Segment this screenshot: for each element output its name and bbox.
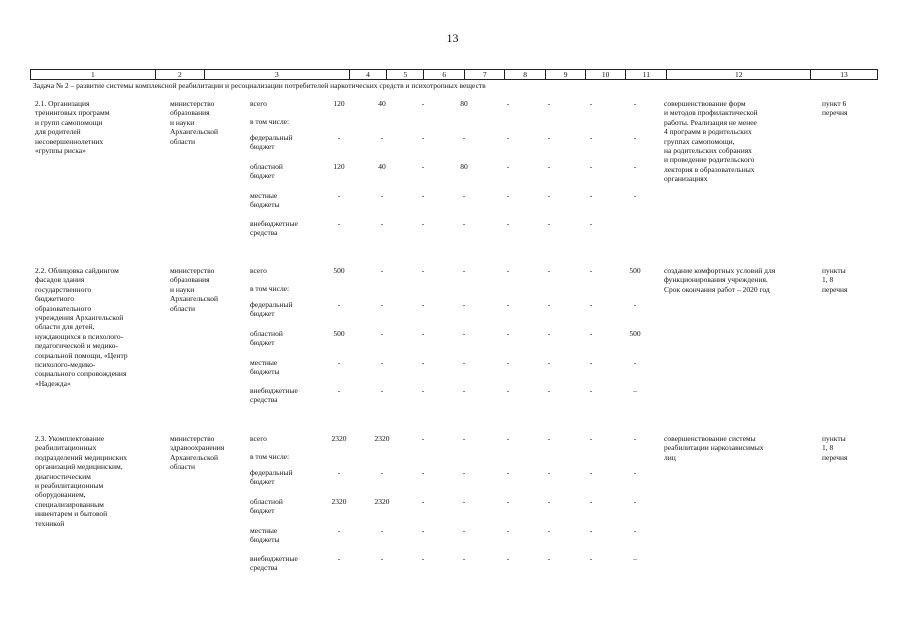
funding-value: - [380,300,384,309]
funding-value: - [462,554,466,563]
funding-value: - [589,468,593,477]
funding-value: - [547,434,551,443]
funding-value: - [337,191,341,200]
funding-row [0,191,905,215]
funding-row [0,497,905,521]
funding-value: - [337,300,341,309]
funding-value: - [506,191,510,200]
funding-value: - [547,300,551,309]
funding-value: - [380,219,384,228]
header-col-5: 5 [387,70,424,80]
funding-value: - [589,526,593,535]
funding-value: - [633,497,637,506]
funding-value: - [337,554,341,563]
funding-source: внебюджетные средства [250,219,298,238]
funding-value: - [633,358,637,367]
funding-row [0,554,905,578]
header-col-12: 12 [667,70,810,80]
measure-name: 2.2. Облицовка сайдингом фасадов здания государственного бюджетного образовательного учреждения Архангельской области для детей, нуждающихся в психолого- педагогической и медико- социальной помощи, «Центр психолого-медико- социального сопровождения «Надежда» [35,266,128,388]
funding-value: - [547,99,551,108]
funding-source: областной бюджет [250,162,283,181]
funding-value: - [589,219,593,228]
funding-value: - [506,219,510,228]
funding-value: - [506,386,510,395]
funding-value: - [547,554,551,563]
funding-source: в том числе: [250,117,290,126]
funding-source: местные бюджеты [250,526,280,545]
funding-value: - [547,386,551,395]
expected-result: совершенствование форм и методов профилактической работы. Реализация не менее 4 программ в родительских группах самопомощи, на родительских собраниях и проведение родительского лектория в образовательных организациях [664,99,758,184]
funding-value: - [462,329,466,338]
funding-source: всего [250,266,267,275]
funding-value: 120 [333,99,345,108]
funding-source: областной бюджет [250,497,283,516]
funding-source: внебюджетные средства [250,554,298,573]
funding-value: - [337,133,341,142]
funding-value: - [506,526,510,535]
funding-value: - [337,386,341,395]
page-number: 13 [446,31,459,45]
funding-value: - [380,266,384,275]
funding-value: - [547,497,551,506]
header-col-1: 1 [31,70,156,80]
funding-value: - [337,219,341,228]
funding-value: - [421,497,425,506]
funding-value: - [462,468,466,477]
funding-value: - [547,526,551,535]
funding-value: - [589,358,593,367]
funding-value: - [421,386,425,395]
funding-value: - [547,468,551,477]
funding-value: - [421,219,425,228]
funding-value: - [421,434,425,443]
funding-value: - [547,162,551,171]
funding-value: - [633,133,637,142]
funding-value: - [421,162,425,171]
funding-value: - [506,266,510,275]
funding-row [0,468,905,492]
funding-value: - [380,191,384,200]
funding-value: - [589,554,593,563]
funding-value: - [462,526,466,535]
funding-value: - [547,358,551,367]
list-reference: пункт 6 перечня [822,99,848,118]
funding-source: местные бюджеты [250,191,280,210]
funding-value: - [547,219,551,228]
funding-source: федеральный бюджет [250,133,293,152]
funding-value: 2320 [374,497,390,506]
measure-name: 2.3. Укомплектование реабилитационных подразделений медицинских организаций медицинским, диагностическим и реабилитационным оборудованием, специализированным инвентарем и бытовой техникой [35,434,127,528]
header-col-13: 13 [810,70,877,80]
funding-row [0,300,905,324]
funding-value: 120 [333,162,345,171]
header-col-2: 2 [155,70,204,80]
funding-value: - [337,526,341,535]
responsible-executor: министерство здравоохранения Архангельской области [170,434,225,472]
funding-value: - [506,497,510,506]
funding-value: - [633,99,637,108]
expected-result: совершенствование системы реабилитации наркозависимых лиц [664,434,764,462]
funding-row [0,219,905,243]
funding-value: - [462,300,466,309]
funding-value: – [633,554,637,563]
funding-value: - [589,434,593,443]
funding-value: - [337,358,341,367]
funding-source: внебюджетные средства [250,386,298,405]
funding-value: - [506,300,510,309]
header-col-3: 3 [204,70,349,80]
funding-source: в том числе: [250,284,290,293]
funding-source: федеральный бюджет [250,300,293,319]
funding-value: 40 [378,99,386,108]
header-row [31,70,878,80]
funding-value: - [589,497,593,506]
funding-value: - [462,434,466,443]
funding-value: - [380,554,384,563]
header-col-6: 6 [424,70,465,80]
funding-source: всего [250,434,267,443]
funding-source: местные бюджеты [250,358,280,377]
funding-value: - [462,358,466,367]
responsible-executor: министерство образования и науки Архангельской области [170,266,218,313]
funding-value: - [380,329,384,338]
header-col-10: 10 [586,70,626,80]
task-title: Задача № 2 – развитие системы комплексной реабилитации и ресоциализации потребителей наркотических средств и психотропных веществ [33,81,486,90]
header-col-9: 9 [546,70,586,80]
funding-value: - [421,329,425,338]
header-col-11: 11 [626,70,667,80]
funding-value: - [421,554,425,563]
header-col-7: 7 [465,70,505,80]
funding-value: - [380,133,384,142]
funding-value: 2320 [331,497,347,506]
funding-source: областной бюджет [250,329,283,348]
funding-value: - [589,300,593,309]
funding-value: - [506,358,510,367]
header-col-8: 8 [505,70,546,80]
funding-value: - [380,468,384,477]
funding-value: - [421,468,425,477]
funding-value: - [506,554,510,563]
column-number-header [30,69,878,80]
funding-value: - [589,266,593,275]
funding-value: - [421,133,425,142]
funding-value: – [633,386,637,395]
measure-name: 2.1. Организация тренинговых программ и групп самопомощи для родителей несовершеннолетних «группы риска» [35,99,110,156]
funding-value: - [633,526,637,535]
funding-value: - [589,386,593,395]
funding-value: - [633,468,637,477]
funding-value: - [421,99,425,108]
funding-value: - [380,358,384,367]
funding-value: 80 [460,99,468,108]
funding-value: - [506,468,510,477]
funding-value: - [506,434,510,443]
funding-value: 500 [629,329,641,338]
funding-value: - [462,219,466,228]
funding-value: - [633,300,637,309]
funding-value: - [589,162,593,171]
funding-value: - [421,191,425,200]
funding-value: - [589,191,593,200]
responsible-executor: министерство образования и науки Архангельской области [170,99,218,146]
funding-value: - [547,191,551,200]
funding-value: - [633,191,637,200]
funding-value: 80 [460,162,468,171]
funding-value: - [633,162,637,171]
funding-value: - [337,468,341,477]
list-reference: пункты 1, 8 перечня [822,434,848,462]
funding-value: - [589,99,593,108]
funding-value: 500 [333,266,345,275]
funding-value: 500 [629,266,641,275]
funding-value: 2320 [331,434,347,443]
funding-value: - [462,191,466,200]
list-reference: пункты 1, 8 перечня [822,266,848,294]
funding-value: - [462,266,466,275]
funding-value: - [547,133,551,142]
funding-value: - [421,300,425,309]
funding-value: - [589,133,593,142]
funding-value: - [462,386,466,395]
funding-value: - [380,526,384,535]
funding-row [0,329,905,353]
funding-row [0,526,905,550]
funding-value: - [506,133,510,142]
funding-value: - [506,329,510,338]
funding-value: - [589,329,593,338]
funding-row [0,358,905,382]
funding-source: в том числе: [250,452,290,461]
funding-value: - [462,497,466,506]
funding-value: - [421,526,425,535]
header-col-4: 4 [349,70,386,80]
funding-value: - [633,434,637,443]
funding-value: 40 [378,162,386,171]
funding-source: федеральный бюджет [250,468,293,487]
funding-value: - [421,266,425,275]
funding-value: 500 [333,329,345,338]
funding-value: - [506,162,510,171]
funding-source: всего [250,99,267,108]
funding-value: - [421,358,425,367]
funding-row [0,386,905,410]
funding-value: - [547,266,551,275]
funding-value: - [380,386,384,395]
expected-result: создание комфортных условий для функционирования учреждения. Срок окончания работ – 2020 год [664,266,776,294]
funding-value: 2320 [374,434,390,443]
funding-value: - [547,329,551,338]
funding-value: - [462,133,466,142]
funding-value: - [506,99,510,108]
